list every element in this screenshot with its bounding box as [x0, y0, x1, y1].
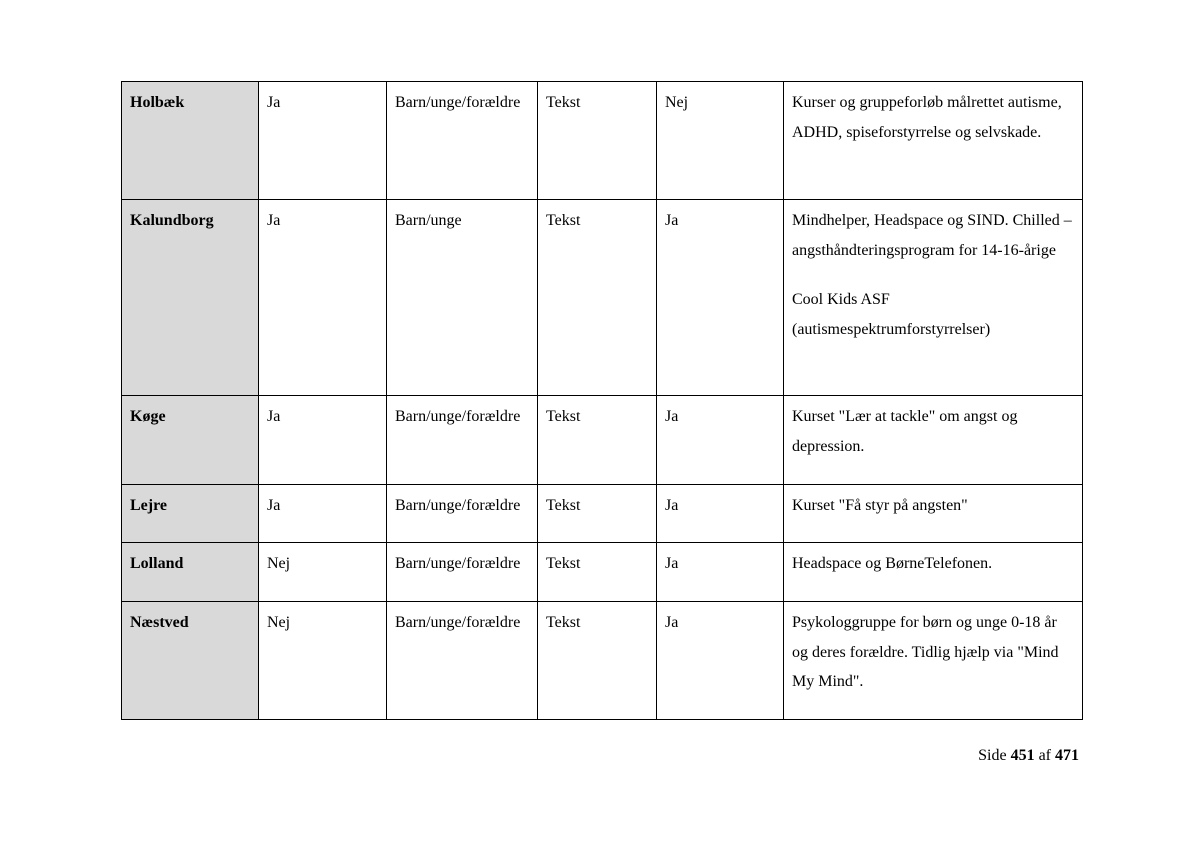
page-separator: af	[1038, 747, 1051, 764]
description-cell	[784, 602, 1083, 720]
table-cell: Barn/unge/forældre	[387, 602, 538, 720]
description-text: Mindhelper, Headspace og SIND. Chilled – angsthåndteringsprogram for 14-16-årige	[792, 212, 1072, 259]
table-cell: Ja	[657, 602, 784, 720]
table-cell: Ja	[657, 543, 784, 602]
description-text: Psykologgruppe for børn og unge 0-18 år og deres forældre. Tidlig hjælp via "Mind My Mind".	[792, 614, 1059, 690]
table-cell: Tekst	[538, 82, 657, 200]
table-row	[122, 543, 1083, 602]
table-cell: Tekst	[538, 485, 657, 543]
table-cell: Ja	[259, 200, 387, 396]
municipality-cell: Kalundborg	[122, 200, 259, 396]
table-cell: Ja	[657, 485, 784, 543]
table-cell: Ja	[259, 396, 387, 485]
table-cell: Nej	[259, 602, 387, 720]
table-row	[122, 602, 1083, 720]
description-text: Kurset "Få styr på angsten"	[792, 497, 968, 514]
data-table	[121, 81, 1083, 720]
description-cell	[784, 82, 1083, 200]
page-label: Side	[978, 747, 1007, 764]
description-cell	[784, 200, 1083, 396]
description-cell	[784, 485, 1083, 543]
table-cell: Barn/unge	[387, 200, 538, 396]
municipality-cell: Holbæk	[122, 82, 259, 200]
table-cell: Barn/unge/forældre	[387, 543, 538, 602]
table-row	[122, 200, 1083, 396]
page-total: 471	[1055, 747, 1079, 764]
table-cell: Barn/unge/forældre	[387, 485, 538, 543]
description-cell	[784, 543, 1083, 602]
description-cell	[784, 396, 1083, 485]
table-row	[122, 82, 1083, 200]
description-text: Kurser og gruppeforløb målrettet autisme, ADHD, spiseforstyrrelse og selvskade.	[792, 94, 1062, 141]
table-cell: Ja	[657, 200, 784, 396]
table-cell: Ja	[259, 485, 387, 543]
table-cell: Ja	[259, 82, 387, 200]
municipality-cell: Lejre	[122, 485, 259, 543]
table-cell: Ja	[657, 396, 784, 485]
table-cell: Tekst	[538, 200, 657, 396]
description-text: Cool Kids ASF (autismespektrumforstyrrelser)	[792, 291, 991, 338]
municipality-cell: Køge	[122, 396, 259, 485]
table-cell: Tekst	[538, 396, 657, 485]
page-footer	[978, 747, 1079, 765]
table-cell: Tekst	[538, 602, 657, 720]
description-text: Kurset "Lær at tackle" om angst og depression.	[792, 408, 1018, 455]
table-cell: Tekst	[538, 543, 657, 602]
table-cell: Nej	[657, 82, 784, 200]
table-cell: Barn/unge/forældre	[387, 82, 538, 200]
page-number: 451	[1010, 747, 1035, 764]
municipality-cell: Lolland	[122, 543, 259, 602]
table-row	[122, 396, 1083, 485]
description-text: Headspace og BørneTelefonen.	[792, 555, 993, 572]
table-row	[122, 485, 1083, 543]
table-cell: Nej	[259, 543, 387, 602]
municipality-cell: Næstved	[122, 602, 259, 720]
table-cell: Barn/unge/forældre	[387, 396, 538, 485]
